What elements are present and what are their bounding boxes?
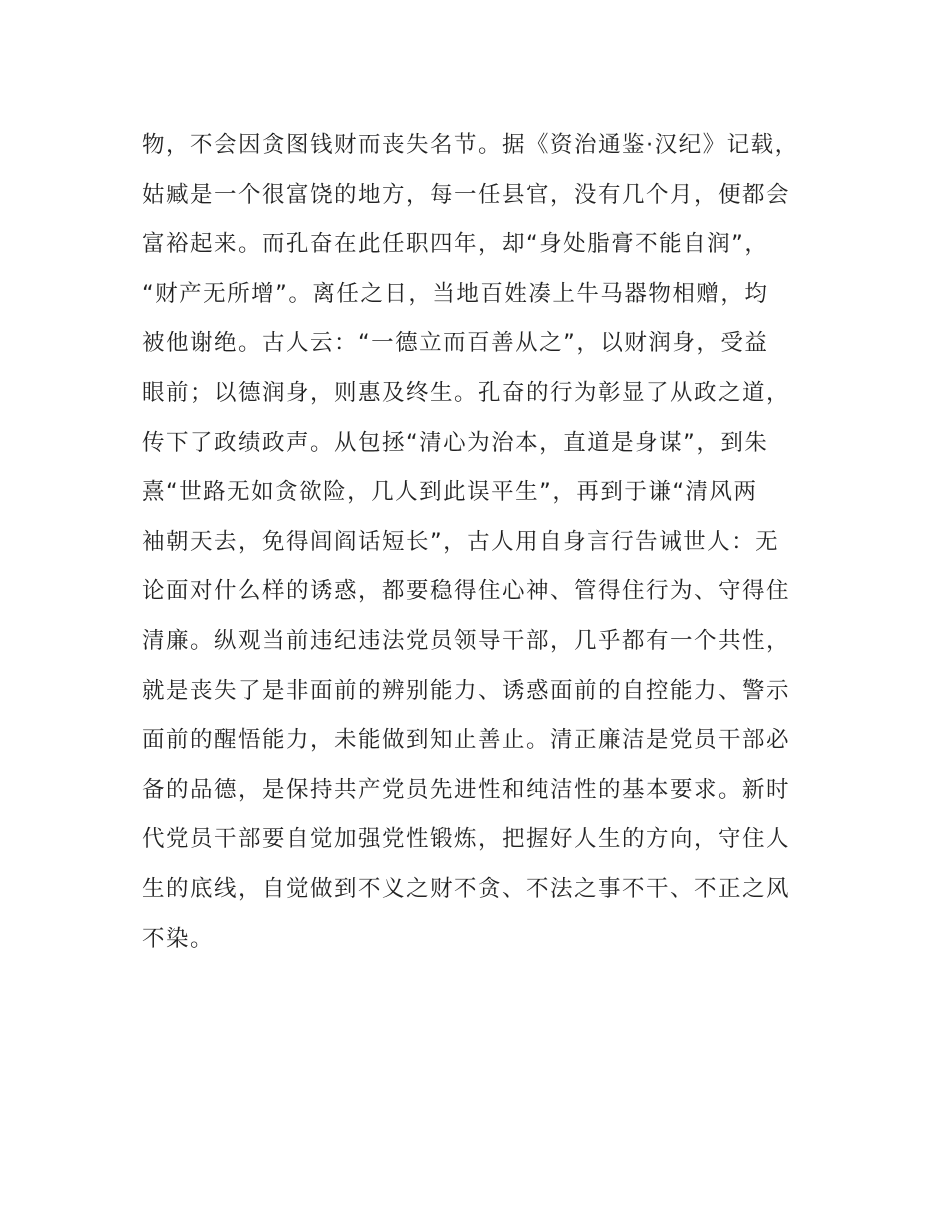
text-line: 熹“世路无如贪欲险，几人到此误平生”，再到于谦“清风两 — [142, 479, 758, 506]
text-line: 面前的醒悟能力，未能做到知止善止。清正廉洁是党员干部必 — [142, 727, 791, 754]
text-line: 备的品德，是保持共产党员先进性和纯洁性的基本要求。新时 — [142, 776, 791, 803]
text-line: 物，不会因贪图钱财而丧失名节。据《资治通鉴·汉纪》记载， — [142, 132, 799, 158]
text-line: 生的底线，自觉做到不义之财不贪、不法之事不干、不正之风 — [142, 875, 791, 902]
text-line: 袖朝天去，免得闾阎话短长”，古人用自身言行告诫世人：无 — [142, 528, 780, 555]
text-line: 姑臧是一个很富饶的地方，每一任县官，没有几个月，便都会 — [142, 181, 791, 208]
text-line: 富裕起来。而孔奋在此任职四年，却“身处脂膏不能自润”， — [142, 231, 769, 258]
text-line: “财产无所增”。离任之日，当地百姓凑上牛马器物相赠，均 — [142, 280, 769, 307]
text-line: 眼前；以德润身，则惠及终生。孔奋的行为彰显了从政之道， — [142, 379, 791, 406]
text-line: 论面对什么样的诱惑，都要稳得住心神、管得住行为、守得住 — [142, 578, 791, 605]
text-line: 传下了政绩政声。从包拯“清心为治本，直道是身谋”，到朱 — [142, 429, 769, 456]
text-line: 清廉。纵观当前违纪违法党员领导干部，几乎都有一个共性， — [142, 627, 791, 654]
text-line: 就是丧失了是非面前的辨别能力、诱惑面前的自控能力、警示 — [142, 677, 791, 704]
text-line: 被他谢绝。古人云：“一德立而百善从之”，以财润身，受益 — [142, 330, 769, 357]
body-paragraph — [142, 121, 842, 964]
text-line: 不染。 — [142, 925, 215, 952]
text-line: 代党员干部要自觉加强党性锻炼，把握好人生的方向，守住人 — [142, 826, 791, 853]
